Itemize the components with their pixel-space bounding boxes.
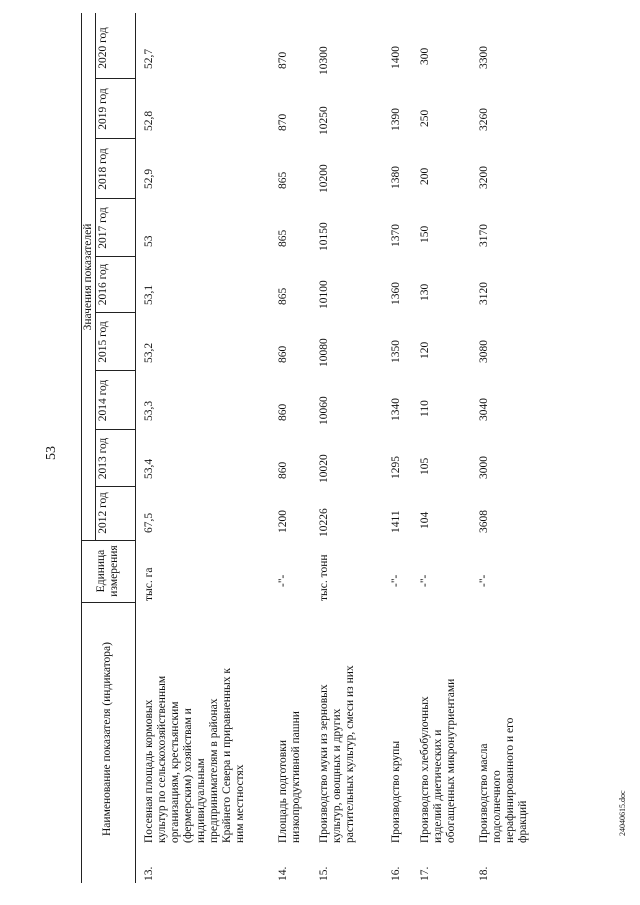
row-value: 104 bbox=[419, 511, 431, 529]
row-value: 10250 bbox=[318, 106, 330, 135]
indicator-table bbox=[81, 13, 621, 883]
row-name: Площадь подготовки низкопродуктивной пашни bbox=[277, 711, 302, 843]
header-year: 2015 год bbox=[97, 321, 109, 363]
row-unit: тыс. га bbox=[143, 567, 155, 601]
row-value: 10060 bbox=[318, 396, 330, 425]
row-number: 13. bbox=[143, 866, 155, 881]
row-value: 3120 bbox=[478, 282, 490, 305]
group-header-border bbox=[95, 13, 96, 541]
year-sep bbox=[95, 429, 135, 430]
row-number: 15. bbox=[318, 866, 330, 881]
row-name: Посевная площадь кормовых культур по сельскохозяйственным организациям, крестьянским (фермерским) хозяйствам и индивидуальным предпринимателям в районах Крайнего Севера и приравненных к ним местностях bbox=[143, 668, 246, 843]
row-value: 860 bbox=[277, 461, 289, 479]
header-year: 2018 год bbox=[97, 148, 109, 190]
row-value: 300 bbox=[419, 47, 431, 65]
row-unit: -"- bbox=[478, 574, 490, 587]
row-unit: тыс. тонн bbox=[318, 554, 330, 601]
year-sep bbox=[95, 198, 135, 199]
year-sep bbox=[95, 78, 135, 79]
header-year: 2019 год bbox=[97, 88, 109, 130]
row-value: 860 bbox=[277, 345, 289, 363]
header-year: 2016 год bbox=[97, 263, 109, 306]
row-value: 3200 bbox=[478, 166, 490, 189]
row-value: 53,3 bbox=[143, 400, 155, 421]
header-unit: Единица измерения bbox=[95, 545, 120, 597]
year-sep bbox=[95, 312, 135, 313]
row-value: 10300 bbox=[318, 46, 330, 75]
header-values-group: Значения показателей bbox=[82, 223, 94, 331]
row-unit: -"- bbox=[390, 574, 402, 587]
row-value: 3300 bbox=[478, 46, 490, 69]
row-name: Производство масла подсолнечного нерафинированного и его фракций bbox=[478, 717, 529, 843]
row-value: 130 bbox=[419, 283, 431, 301]
year-sep bbox=[95, 370, 135, 371]
row-value: 1295 bbox=[390, 456, 402, 479]
col-sep-unit bbox=[81, 602, 135, 603]
row-value: 120 bbox=[419, 341, 431, 359]
row-value: 1350 bbox=[390, 340, 402, 363]
row-value: 3000 bbox=[478, 456, 490, 479]
row-value: 3170 bbox=[478, 224, 490, 247]
row-value: 865 bbox=[277, 171, 289, 189]
row-name: Производство муки из зерновых культур, овощных и других растительных культур, смеси из них bbox=[318, 665, 356, 843]
header-year: 2017 год bbox=[97, 207, 109, 249]
row-value: 67,5 bbox=[143, 512, 155, 533]
row-name: Производство крупы bbox=[390, 740, 402, 843]
row-value: 3608 bbox=[478, 510, 490, 533]
row-value: 200 bbox=[419, 167, 431, 185]
footer-filename: 24040615.doc bbox=[618, 790, 627, 836]
row-value: 52,9 bbox=[143, 168, 155, 189]
header-year: 2013 год bbox=[97, 437, 109, 480]
row-name: Производство хлебобулочных изделий диетических и обогащенных микронутриентами bbox=[419, 678, 457, 843]
row-value: 10100 bbox=[318, 280, 330, 309]
row-value: 53,4 bbox=[143, 458, 155, 479]
header-year: 2020 год bbox=[97, 27, 109, 69]
row-value: 150 bbox=[419, 225, 431, 243]
row-value: 10200 bbox=[318, 164, 330, 193]
row-value: 1340 bbox=[390, 398, 402, 421]
row-value: 865 bbox=[277, 287, 289, 305]
row-value: 10080 bbox=[318, 338, 330, 367]
row-value: 3080 bbox=[478, 340, 490, 363]
row-unit: -"- bbox=[277, 574, 289, 587]
row-value: 870 bbox=[277, 113, 289, 131]
row-value: 10150 bbox=[318, 222, 330, 251]
row-value: 1390 bbox=[390, 108, 402, 131]
header-bottom-border bbox=[135, 13, 136, 883]
row-unit: -"- bbox=[419, 574, 431, 587]
page-number: 53 bbox=[44, 446, 59, 460]
row-value: 110 bbox=[419, 400, 431, 417]
row-value: 870 bbox=[277, 51, 289, 69]
row-number: 14. bbox=[277, 866, 289, 881]
row-value: 860 bbox=[277, 403, 289, 421]
row-value: 1370 bbox=[390, 224, 402, 247]
row-number: 18. bbox=[478, 866, 490, 881]
row-value: 1380 bbox=[390, 166, 402, 189]
row-value: 250 bbox=[419, 109, 431, 127]
row-value: 53,2 bbox=[143, 342, 155, 363]
row-value: 10020 bbox=[318, 454, 330, 483]
row-value: 52,7 bbox=[143, 48, 155, 69]
row-value: 1200 bbox=[277, 510, 289, 533]
row-value: 865 bbox=[277, 229, 289, 247]
row-number: 17. bbox=[419, 866, 431, 881]
header-name: Наименование показателя (индикатора) bbox=[101, 642, 113, 836]
header-year: 2012 год bbox=[97, 492, 109, 534]
row-value: 52,8 bbox=[143, 110, 155, 131]
row-value: 1400 bbox=[390, 46, 402, 69]
row-value: 53 bbox=[143, 235, 155, 247]
row-value: 3040 bbox=[478, 398, 490, 421]
row-value: 10226 bbox=[318, 508, 330, 537]
row-value: 1360 bbox=[390, 282, 402, 305]
header-year: 2014 год bbox=[97, 379, 109, 422]
year-sep bbox=[95, 138, 135, 139]
row-number: 16. bbox=[390, 866, 402, 881]
row-value: 105 bbox=[419, 457, 431, 475]
row-value: 53,1 bbox=[143, 284, 155, 305]
row-value: 1411 bbox=[390, 510, 402, 533]
row-value: 3260 bbox=[478, 108, 490, 131]
